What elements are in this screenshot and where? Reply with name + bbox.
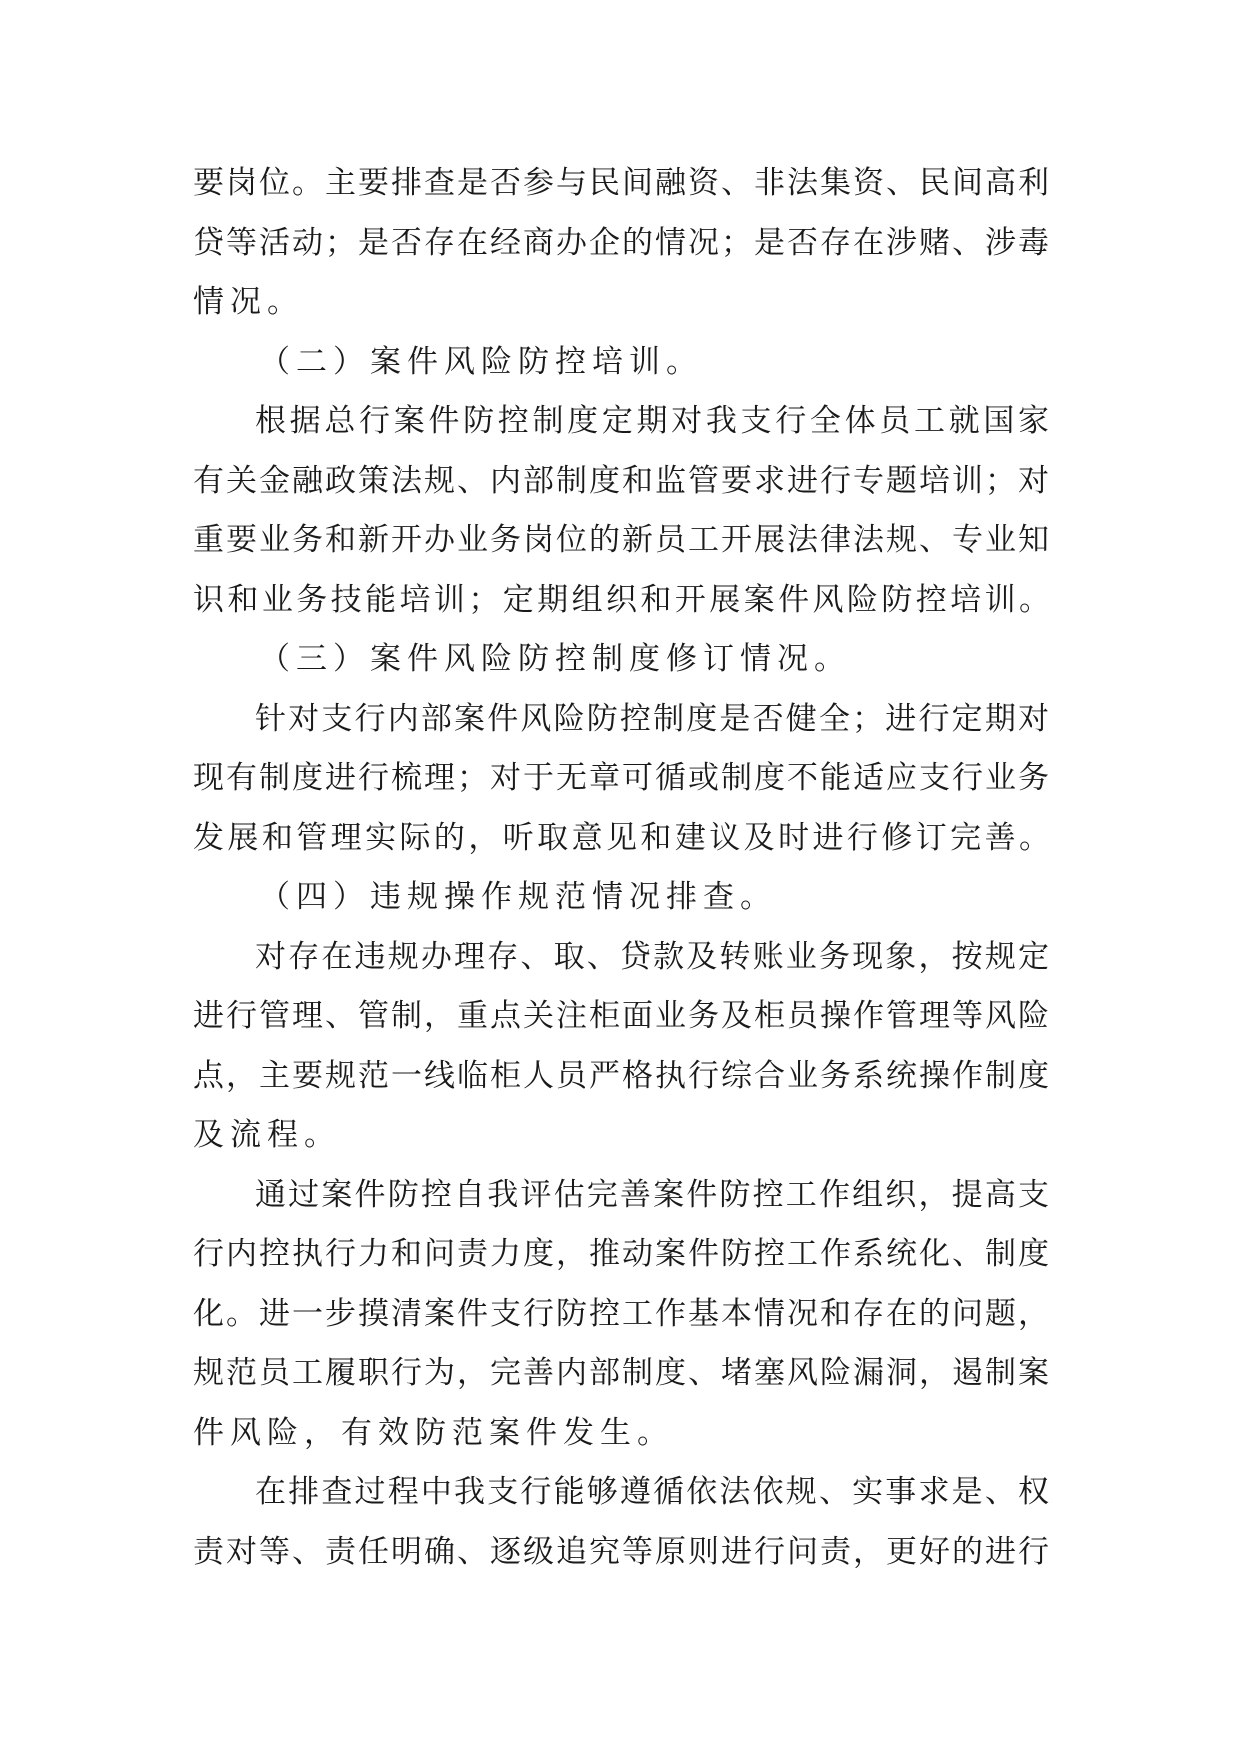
text-line: 及流程。 [193,1117,341,1153]
text-line: 针对支行内部案件风险防控制度是否健全；进行定期对 [255,700,1049,737]
text-line: 发展和管理实际的，听取意见和建议及时进行修订完善。 [193,819,1049,856]
text-line: 通过案件防控自我评估完善案件防控工作组织，提高支 [255,1176,1049,1213]
text-line: 情况。 [193,284,304,320]
text-line: 对存在违规办理存、取、贷款及转账业务现象，按规定 [255,938,1049,975]
text-line: 要岗位。主要排查是否参与民间融资、非法集资、民间高利 [193,165,1049,201]
text-line: 责对等、责任明确、逐级追究等原则进行问责，更好的进行 [193,1533,1049,1570]
section-heading-4: （四）违规操作规范情况排查。 [259,879,777,915]
text-line: 行内控执行力和问责力度，推动案件防控工作系统化、制度 [193,1236,1049,1272]
section-heading-3: （三）案件风险防控制度修订情况。 [259,641,851,677]
text-line: 根据总行案件防控制度定期对我支行全体员工就国家 [255,403,1049,439]
text-line: 贷等活动；是否存在经商办企的情况；是否存在涉赌、涉毒 [193,224,1049,261]
text-line: 重要业务和新开办业务岗位的新员工开展法律法规、专业知 [193,522,1049,558]
section-heading-2: （二）案件风险防控培训。 [259,343,703,380]
body-text [193,154,1049,1582]
text-line: 化。进一步摸清案件支行防控工作基本情况和存在的问题， [193,1295,1049,1332]
text-line: 有关金融政策法规、内部制度和监管要求进行专题培训；对 [193,462,1049,499]
text-line: 现有制度进行梳理；对于无章可循或制度不能适应支行业务 [193,760,1049,796]
text-line: 规范员工履职行为，完善内部制度、堵塞风险漏洞，遏制案 [193,1355,1049,1391]
text-line: 进行管理、管制，重点关注柜面业务及柜员操作管理等风险 [193,998,1049,1034]
text-line: 在排查过程中我支行能够遵循依法依规、实事求是、权 [255,1474,1049,1510]
text-line: 件风险，有效防范案件发生。 [193,1414,674,1451]
text-line: 点，主要规范一线临柜人员严格执行综合业务系统操作制度 [193,1057,1049,1094]
text-line: 识和业务技能培训；定期组织和开展案件风险防控培训。 [193,581,1049,618]
